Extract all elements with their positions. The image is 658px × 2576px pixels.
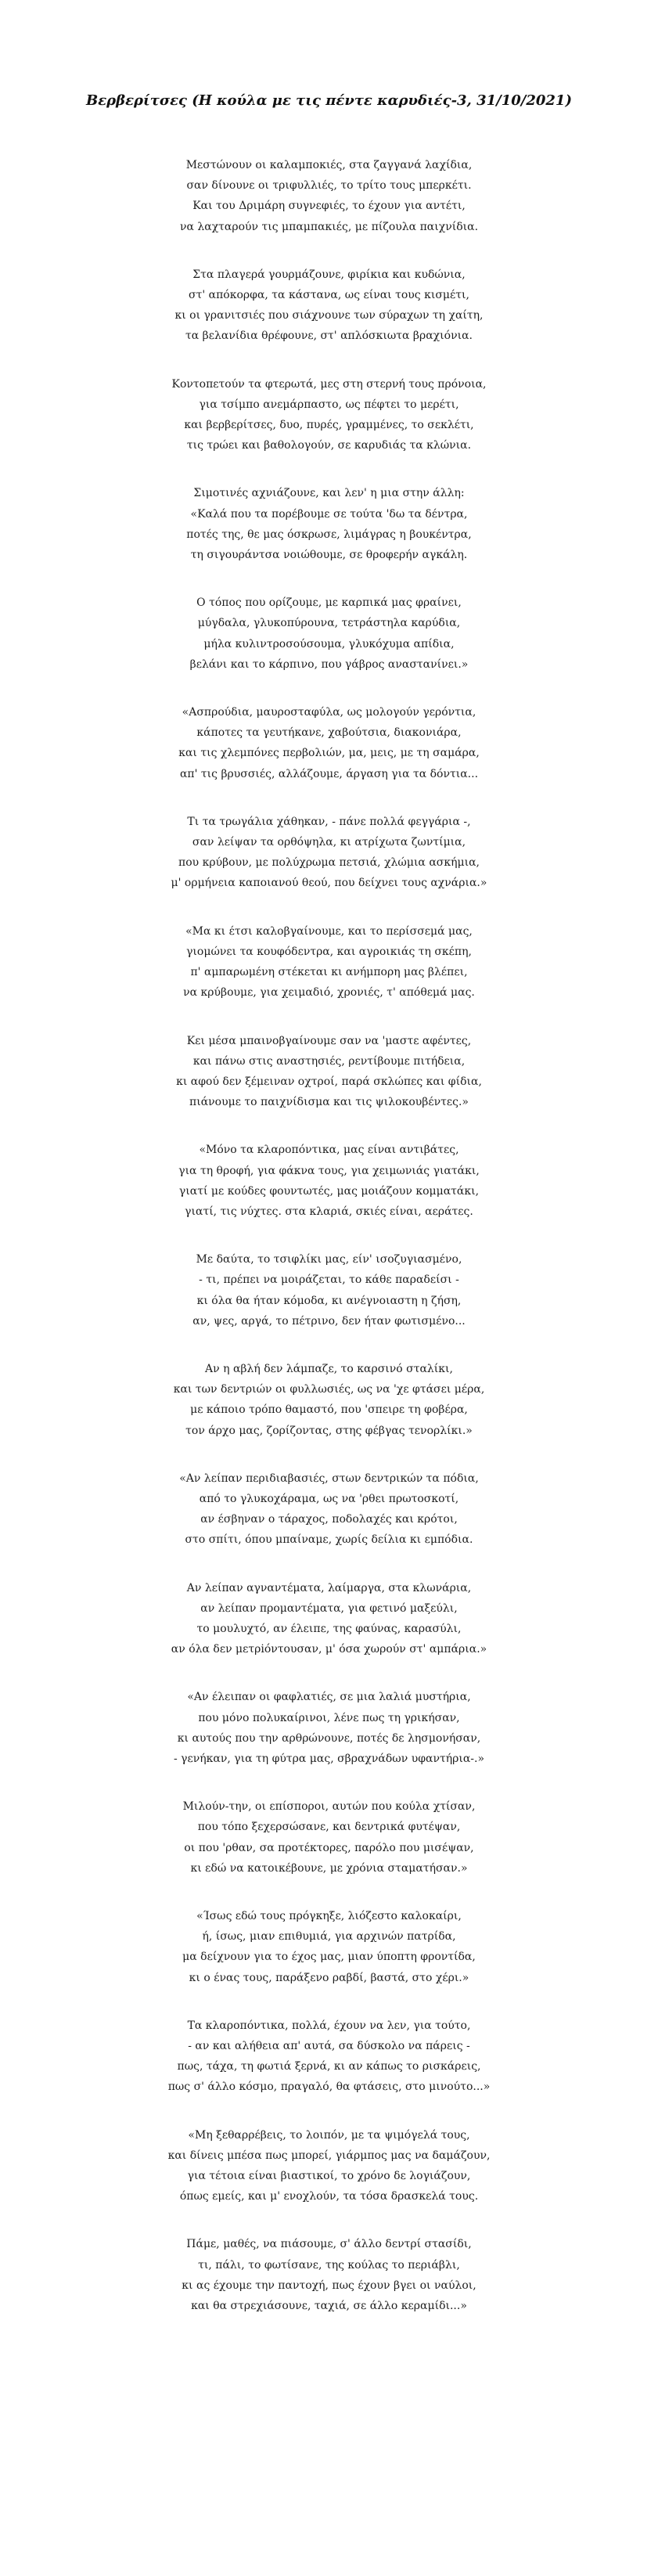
stanza xyxy=(0,1578,658,1660)
poem-line: τις τρώει και βαθολογούν, σε καρυδιάς τα κλώνια. xyxy=(186,439,472,452)
poem-line: Αν η αβλή δεν λάμπαζε, το καρσινό σταλίκι, xyxy=(205,1362,453,1375)
poem-line: Στα πλαγερά γουρμάζουνε, φιρίκια και κυδώνια, xyxy=(192,268,466,281)
poem-line: που κρύβουν, με πολύχρωμα πετσιά, χλώμια ασκήμια, xyxy=(178,856,480,870)
stanza xyxy=(0,1796,658,1879)
poem-line: πως σ' άλλο κόσμο, πραγαλό, θα φτάσεις, στο μινούτο...» xyxy=(167,2081,491,2094)
poem-line: «Ασπρούδια, μαυροσταφύλα, ως μολογούν γερόντια, xyxy=(182,706,476,719)
poem-line: οι που 'ρθαν, σα προτέκτορες, παρόλο που μισέψαν, xyxy=(184,1841,474,1854)
poem-line: Τι τα τρωγάλια χάθηκαν, - πάνε πολλά φεγγάρια -, xyxy=(187,815,471,828)
stanza xyxy=(0,2016,658,2098)
poem-line: που τόπο ξεχερσώσανε, και δεντρικά φυτέψαν, xyxy=(197,1821,461,1834)
poem-line: Μιλούν-την, οι επίσποροι, αυτών που κούλα χτίσαν, xyxy=(182,1800,476,1814)
poem-line: αν, ψες, αργά, το πέτρινο, δεν ήταν φωτισμένο... xyxy=(192,1314,466,1328)
poem-line: Σιμοτινές αχνιάζουνε, και λεν' η μια στην άλλη: xyxy=(193,487,465,500)
poem-line: τι, πάλι, το φωτίσανε, της κούλας το περιάβλι, xyxy=(198,2258,460,2272)
poem-line: μα δείχνουν για το έχος μας, μιαν ύποπτη φροντίδα, xyxy=(182,1951,476,1964)
poem-line: απ' τις βρυσσιές, αλλάζουμε, άργαση για τα δόντια... xyxy=(179,767,479,780)
poem-line: Με δαύτα, το τσιφλίκι μας, είν' ισοζυγιασμένο, xyxy=(196,1253,462,1266)
stanza xyxy=(0,702,658,784)
poem-line: για τη θροφή, για φάκνα τους, για χειμωνιάς γιατάκι, xyxy=(178,1164,480,1177)
poem-line: τον άρχο μας, ζορίζοντας, στης φέβγας τενορλίκι.» xyxy=(185,1424,473,1437)
poem-line: κι οι γρανιτσιές που σιάχνουνε των σύραχων τη χαίτη, xyxy=(174,309,484,322)
poem-title: Βερβερίτσες (Η κούλα με τις πέντε καρυδιές-3, 31/10/2021) xyxy=(86,92,572,109)
poem-line: μήλα κυλιντροσούσουμα, γλυκόχυμα απίδια, xyxy=(203,637,455,650)
poem-line: που μόνο πολυκαίρινοι, λένε πως τη γρικήσαν, xyxy=(198,1711,460,1724)
poem-line: γιομώνει τα κουφόδεντρα, και αγροικιάς τη σκέπη, xyxy=(186,945,472,958)
poem-line: τη σιγουράντσα νοιώθουμε, σε θροφερήν αγκάλη. xyxy=(190,549,468,562)
poem-line: ποτές της, θε μας όσκρωσε, λιμάγρας η βουκέντρα, xyxy=(186,528,472,541)
poem-line: και των δεντριών οι φυλλωσιές, ως να 'χε φτάσει μέρα, xyxy=(173,1383,485,1396)
stanza xyxy=(0,593,658,675)
poem-line: όπως εμείς, και μ' ενοχλούν, τα τόσα δρασκελά τους. xyxy=(179,2190,479,2203)
stanza xyxy=(0,812,658,894)
poem-line: κι εδώ να κατοικέβουνε, με χρόνια σταματήσαν.» xyxy=(190,1861,468,1875)
poem-line: κάποτες τα γευτήκανε, χαβούτσια, διακονιάρα, xyxy=(196,726,462,740)
poem-line: γιατί, τις νύχτες. στα κλαριά, σκιές είναι, αεράτες. xyxy=(185,1205,473,1218)
stanza xyxy=(0,374,658,456)
stanza xyxy=(0,2234,658,2316)
poem-line: «Αν έλειπαν οι φαφλατιές, σε μια λαλιά μυστήρια, xyxy=(187,1691,471,1704)
poem-line: κι αυτούς που την αρθρώνουνε, ποτές δε λησμονήσαν, xyxy=(177,1731,481,1745)
poem-line: για τέτοια είναι βιαστικοί, το χρόνο δε λογιάζουν, xyxy=(187,2170,471,2183)
stanza xyxy=(0,1468,658,1551)
poem-line: αν λείπαν προμαντέματα, για φετινό μαξεύλι, xyxy=(200,1601,458,1615)
stanza xyxy=(0,265,658,347)
poem-line: Ο τόπος που ορίζουμε, με καρπικά μας φραίνει, xyxy=(196,596,462,610)
poem-line: Μεστώνουν οι καλαμποκιές, στα ζαγγανά λαχίδια, xyxy=(185,159,473,171)
poem-line: γιατί με κούδες φουντωτές, μας μοιάζουν κομματάκι, xyxy=(178,1184,480,1198)
poem-line: κι ας έχουμε την παντοχή, πως έχουν βγει οι ναύλοι, xyxy=(182,2279,476,2292)
poem-line: από το γλυκοχάραμα, ως να 'ρθει πρωτοσκοτί, xyxy=(199,1492,459,1505)
stanza xyxy=(0,1249,658,1331)
poem-line: «Μη ξεθαρρέβεις, το λοιπόν, με τα ψιμόγελά τους, xyxy=(188,2128,470,2142)
poem-line: μ' ορμήνεια καποιανού θεού, που δείχνει τους αχνάρια.» xyxy=(171,877,487,890)
poem-line: στο σπίτι, όπου μπαίναμε, χωρίς δείλια κι εμπόδια. xyxy=(185,1533,473,1547)
poem-line: μύγδαλα, γλυκοπύρουνα, τετράστηλα καρύδια, xyxy=(197,617,461,630)
poem-line: ή, ίσως, μιαν επιθυμιά, για αρχινών πατρίδα, xyxy=(202,1930,456,1944)
poem-line: αν όλα δεν μετρiόντουσαν, μ' όσα χωρούν στ' αμπάρια.» xyxy=(171,1643,487,1656)
poem-body xyxy=(0,155,658,2344)
stanza xyxy=(0,483,658,565)
poem-line: Και του Δριμάρη συγνεφιές, το έχουν για αντέτι, xyxy=(192,200,466,213)
poem-line: και θα στρεχιάσουνε, ταχιά, σε άλλο κεραμίδι...» xyxy=(191,2300,467,2313)
stanza xyxy=(0,921,658,1003)
stanza xyxy=(0,1906,658,1988)
poem-line: αν έσβηναν ο τάραχος, ποδολαχές και κρότοι, xyxy=(200,1513,458,1526)
poem-line: Τα κλαροπόντικα, πολλά, έχουν να λεν, για τούτο, xyxy=(187,2019,471,2032)
stanza xyxy=(0,1359,658,1441)
poem-line: και τις χλεμπόνες περβολιών, μα, μεις, με τη σαμάρα, xyxy=(178,747,480,760)
poem-line: - αν και αλήθεια απ' αυτά, σα δύσκολο να πάρεις - xyxy=(188,2040,470,2053)
poem-line: Πάμε, μαθές, να πιάσουμε, σ' άλλο δεντρί στασίδι, xyxy=(186,2238,472,2251)
poem-line: πιάνουμε το παιχνίδισμα και τις ψιλοκουβέντες.» xyxy=(189,1096,469,1109)
poem-line: πως, τάχα, τη φωτιά ξερνά, κι αν κάπως το ρισκάρεις, xyxy=(177,2060,481,2073)
poem-line: - τι, πρέπει να μοιράζεται, το κάθε παραδείσι - xyxy=(199,1274,459,1287)
poem-line: «Μα κι έτσι καλοβγαίνουμε, και το περίσσεμά μας, xyxy=(185,924,473,938)
poem-line: το μουλυχτό, αν έλειπε, της φαύνας, καρασύλι, xyxy=(196,1622,462,1635)
poem-line: «Καλά που τα πορέβουμε σε τούτα 'δω τα δέντρα, xyxy=(190,507,468,521)
poem-line: και βερβερίτσες, δυο, πυρές, γραμμένες, το σεκλέτι, xyxy=(184,419,474,432)
poem-line: βελάνι και το κάρπινο, που γάβρος αναστανίνει.» xyxy=(189,658,469,671)
stanza xyxy=(0,2125,658,2207)
poem-line: με κάποιο τρόπο θαμαστό, που 'σπειρε τη φοβέρα, xyxy=(190,1403,468,1417)
poem-line: και δίνεις μπέσα πως μπορεί, γιάρμπος μας να δαμάζουν, xyxy=(167,2149,491,2162)
poem-line: «Αν λείπαν περιδιαβασιές, στων δεντρικών τα πόδια, xyxy=(179,1472,479,1485)
poem-line: Κει μέσα μπαινοβγαίνουμε σαν να 'μαστε αφέντες, xyxy=(186,1034,472,1047)
poem-line: στ' απόκορφα, τα κάστανα, ως είναι τους κισμέτι, xyxy=(189,289,469,302)
poem-line: κι όλα θα ήταν κόμοδα, κι ανέγνοιαστη η ζήση, xyxy=(196,1294,462,1307)
stanza xyxy=(0,1687,658,1769)
stanza xyxy=(0,1031,658,1113)
poem-line: να κρύβουμε, για χειμαδιό, χρονιές, τ' απόθεμά μας. xyxy=(183,986,475,1000)
stanza xyxy=(0,155,658,237)
stanza xyxy=(0,1140,658,1222)
poem-line: σαν λείψαν τα ορθόψηλα, κι ατρίχωτα ζωντίμια, xyxy=(192,836,466,849)
poem-line: Αν λείπαν αγναντέματα, λαίμαργα, στα κλωνάρια, xyxy=(186,1581,472,1594)
poem-line: και πάνω στις αναστησιές, ρεντίβουμε πιτήδεια, xyxy=(192,1054,466,1068)
poem-line: π' αμπαρωμένη στέκεται κι ανήμπορη μας βλέπει, xyxy=(190,966,468,979)
poem-line: «Μόνο τα κλαροπόντικα, μας είναι αντιβάτες, xyxy=(199,1144,459,1157)
poem-line: να λαχταρούν τις μπαμπακιές, με πίζουλα παιχνίδια. xyxy=(179,220,479,233)
poem-line: τα βελανίδια θρέφουνε, στ' απλόσκιωτα βραχιόνια. xyxy=(185,330,473,343)
poem-line: «Ίσως εδώ τους πρόγκηξε, λιόζεστο καλοκαίρι, xyxy=(196,1910,462,1922)
poem-line: κι ο ένας τους, παράξενο ραβδί, βαστά, στο χέρι.» xyxy=(189,1971,469,1984)
poem-line: σαν δίνουνε οι τριφυλλιές, το τρίτο τους μπερκέτι. xyxy=(186,179,472,193)
poem-line: Κοντοπετούν τα φτερωτά, μες στη στερνή τους πρόνοια, xyxy=(171,377,487,391)
poem-line: κι αφού δεν ξέμειναν οχτροί, παρά σκλώπες και φίδια, xyxy=(176,1075,482,1088)
poem-line: για τσίμπο ανεμάρπαστο, ως πέφτει το μερέτι, xyxy=(199,398,459,411)
poem-line: - γενήκαν, για τη φύτρα μας, σβραχνάδων υφαντήρια-.» xyxy=(173,1752,485,1765)
